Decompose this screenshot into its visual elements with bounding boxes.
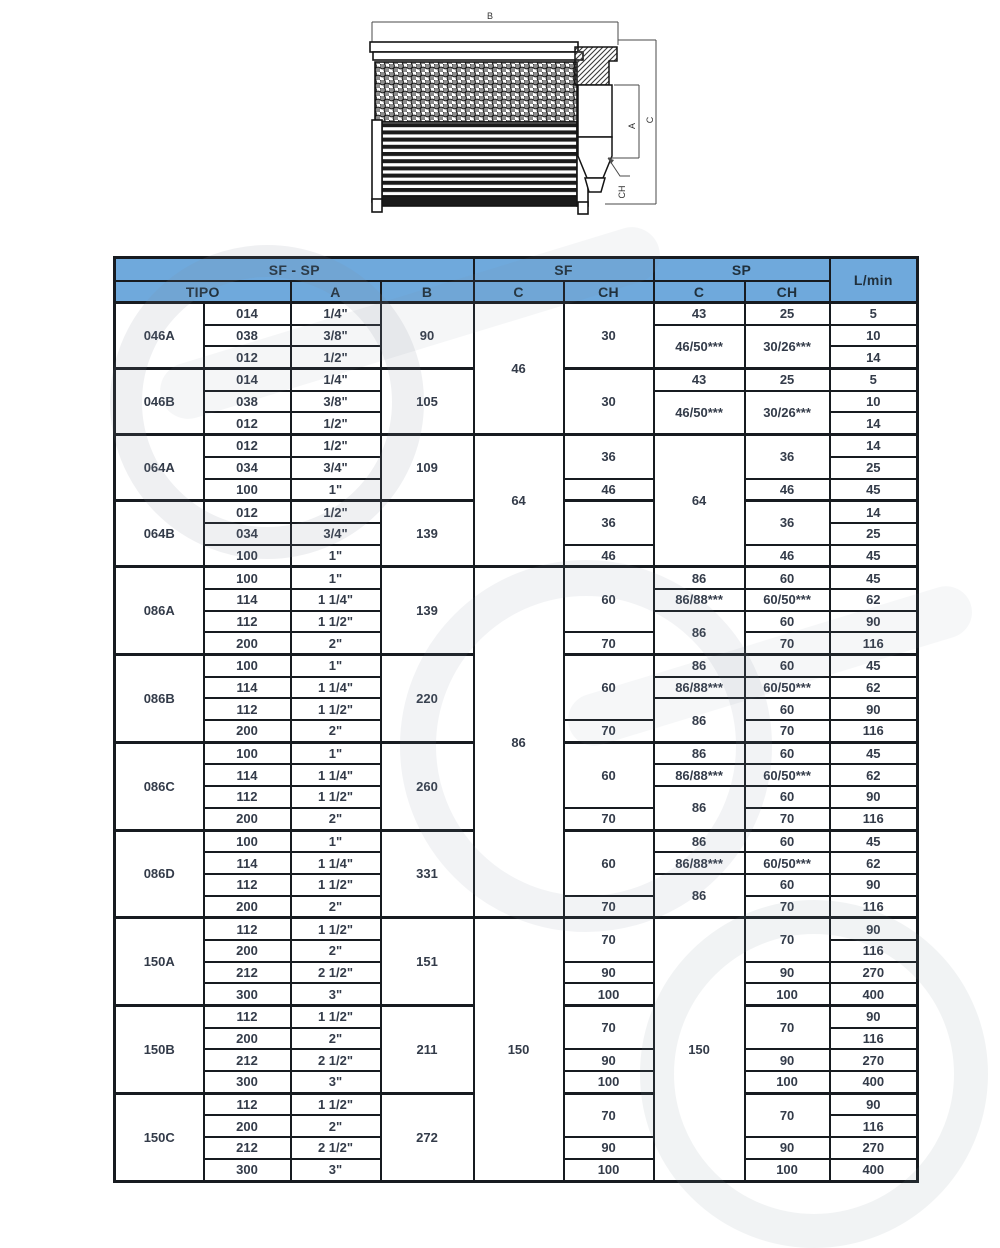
table-cell: 1 1/2" bbox=[291, 918, 381, 940]
table-cell: 100 bbox=[204, 742, 291, 764]
header-cell: SP bbox=[654, 258, 830, 282]
table-cell: 60/50*** bbox=[745, 677, 830, 699]
table-cell: 086C bbox=[115, 742, 204, 830]
table-cell: 86 bbox=[474, 567, 564, 918]
table-cell: 14 bbox=[830, 501, 918, 523]
table-cell: 70 bbox=[745, 808, 830, 830]
table-cell: 62 bbox=[830, 764, 918, 786]
table-cell: 45 bbox=[830, 479, 918, 501]
table-cell: 270 bbox=[830, 1137, 918, 1159]
dim-label-a: A bbox=[627, 122, 637, 130]
table-cell: 212 bbox=[204, 962, 291, 984]
table-cell: 60 bbox=[745, 698, 830, 720]
table-cell: 70 bbox=[564, 808, 654, 830]
table-cell: 086A bbox=[115, 567, 204, 655]
table-cell: 2" bbox=[291, 1115, 381, 1137]
table-cell: 1 1/4" bbox=[291, 764, 381, 786]
table-cell: 60 bbox=[745, 874, 830, 896]
table-cell: 150 bbox=[474, 918, 564, 1181]
table-cell: 1/2" bbox=[291, 346, 381, 368]
table-cell: 1/4" bbox=[291, 303, 381, 325]
table-cell: 400 bbox=[830, 983, 918, 1005]
table-cell: 45 bbox=[830, 567, 918, 589]
table-row bbox=[115, 303, 918, 325]
table-cell: 70 bbox=[564, 720, 654, 742]
header-cell: B bbox=[381, 281, 474, 303]
table-cell: 012 bbox=[204, 412, 291, 434]
table-cell: 100 bbox=[564, 983, 654, 1005]
table-cell: 1/2" bbox=[291, 435, 381, 457]
header-cell: CH bbox=[745, 281, 830, 303]
table-cell: 46/50*** bbox=[654, 325, 745, 369]
table-cell: 90 bbox=[745, 1049, 830, 1071]
table-cell: 400 bbox=[830, 1071, 918, 1093]
table-cell: 90 bbox=[830, 1093, 918, 1115]
table-cell: 116 bbox=[830, 940, 918, 962]
table-cell: 100 bbox=[204, 479, 291, 501]
table-cell: 36 bbox=[745, 501, 830, 545]
table-cell: 1 1/2" bbox=[291, 1093, 381, 1115]
table-cell: 60 bbox=[564, 567, 654, 633]
table-cell: 116 bbox=[830, 632, 918, 654]
table-cell: 90 bbox=[830, 1006, 918, 1028]
table-cell: 1/4" bbox=[291, 369, 381, 391]
table-cell: 70 bbox=[745, 632, 830, 654]
table-cell: 64 bbox=[474, 435, 564, 567]
table-cell: 86 bbox=[654, 611, 745, 655]
table-cell: 14 bbox=[830, 435, 918, 457]
table-cell: 034 bbox=[204, 457, 291, 479]
table-cell: 112 bbox=[204, 918, 291, 940]
table-cell: 90 bbox=[564, 962, 654, 984]
table-cell: 30 bbox=[564, 303, 654, 369]
table-cell: 14 bbox=[830, 412, 918, 434]
table-cell: 2 1/2" bbox=[291, 962, 381, 984]
table-cell: 86/88*** bbox=[654, 852, 745, 874]
table-row bbox=[115, 567, 918, 589]
table-cell: 90 bbox=[830, 918, 918, 940]
table-cell: 100 bbox=[745, 1071, 830, 1093]
table-cell: 100 bbox=[204, 545, 291, 567]
table-cell: 45 bbox=[830, 830, 918, 852]
table-cell: 2 1/2" bbox=[291, 1137, 381, 1159]
table-cell: 112 bbox=[204, 1093, 291, 1115]
filter-mesh bbox=[375, 62, 577, 122]
table-cell: 70 bbox=[745, 720, 830, 742]
table-cell: 60 bbox=[564, 830, 654, 896]
table-cell: 200 bbox=[204, 632, 291, 654]
table-cell: 100 bbox=[745, 1159, 830, 1181]
table-cell: 150C bbox=[115, 1093, 204, 1181]
table-cell: 36 bbox=[564, 435, 654, 479]
table-cell: 86 bbox=[654, 786, 745, 830]
table-cell: 70 bbox=[564, 632, 654, 654]
table-cell: 60 bbox=[564, 655, 654, 721]
table-cell: 2" bbox=[291, 720, 381, 742]
table-cell: 62 bbox=[830, 589, 918, 611]
table-cell: 100 bbox=[204, 567, 291, 589]
table-cell: 90 bbox=[830, 786, 918, 808]
table-cell: 109 bbox=[381, 435, 474, 501]
table-cell: 46 bbox=[474, 303, 564, 435]
table-cell: 60/50*** bbox=[745, 764, 830, 786]
table-cell: 1 1/2" bbox=[291, 611, 381, 633]
header-cell: SF - SP bbox=[115, 258, 474, 282]
table-cell: 200 bbox=[204, 808, 291, 830]
table-cell: 300 bbox=[204, 1071, 291, 1093]
table-cell: 10 bbox=[830, 391, 918, 413]
table-cell: 30 bbox=[564, 369, 654, 435]
table-cell: 116 bbox=[830, 720, 918, 742]
table-cell: 86 bbox=[654, 698, 745, 742]
table-cell: 1 1/2" bbox=[291, 1006, 381, 1028]
table-cell: 086B bbox=[115, 655, 204, 743]
table-cell: 1 1/2" bbox=[291, 874, 381, 896]
table-cell: 300 bbox=[204, 983, 291, 1005]
table-cell: 150B bbox=[115, 1006, 204, 1094]
table-cell: 114 bbox=[204, 852, 291, 874]
table-cell: 90 bbox=[830, 698, 918, 720]
table-cell: 112 bbox=[204, 698, 291, 720]
header-cell: TIPO bbox=[115, 281, 291, 303]
table-cell: 70 bbox=[745, 896, 830, 918]
table-cell: 272 bbox=[381, 1093, 474, 1181]
table-cell: 212 bbox=[204, 1049, 291, 1071]
table-cell: 2" bbox=[291, 808, 381, 830]
table-cell: 112 bbox=[204, 874, 291, 896]
table-cell: 86 bbox=[654, 742, 745, 764]
header-cell: L/min bbox=[830, 258, 918, 303]
table-cell: 25 bbox=[745, 303, 830, 325]
header-cell: CH bbox=[564, 281, 654, 303]
table-cell: 43 bbox=[654, 303, 745, 325]
table-cell: 114 bbox=[204, 677, 291, 699]
table-cell: 012 bbox=[204, 346, 291, 368]
table-cell: 1" bbox=[291, 567, 381, 589]
table-cell: 3/8" bbox=[291, 325, 381, 347]
table-cell: 30/26*** bbox=[745, 391, 830, 435]
table-cell: 038 bbox=[204, 325, 291, 347]
filter-body bbox=[370, 42, 588, 214]
table-cell: 014 bbox=[204, 369, 291, 391]
table-cell: 116 bbox=[830, 896, 918, 918]
table-cell: 2" bbox=[291, 940, 381, 962]
table-cell: 3/4" bbox=[291, 523, 381, 545]
table-cell: 064A bbox=[115, 435, 204, 501]
table-cell: 100 bbox=[564, 1159, 654, 1181]
table-cell: 25 bbox=[745, 369, 830, 391]
table-cell: 300 bbox=[204, 1159, 291, 1181]
table-cell: 2" bbox=[291, 632, 381, 654]
table-cell: 116 bbox=[830, 808, 918, 830]
table-cell: 200 bbox=[204, 1028, 291, 1050]
table-cell: 211 bbox=[381, 1006, 474, 1094]
header-row bbox=[115, 258, 918, 282]
table-cell: 038 bbox=[204, 391, 291, 413]
table-cell: 112 bbox=[204, 611, 291, 633]
table-cell: 012 bbox=[204, 435, 291, 457]
table-cell: 064B bbox=[115, 501, 204, 567]
filter-drawing bbox=[362, 8, 672, 220]
table-cell: 100 bbox=[564, 1071, 654, 1093]
table-cell: 200 bbox=[204, 720, 291, 742]
table-cell: 105 bbox=[381, 369, 474, 435]
table-cell: 90 bbox=[745, 1137, 830, 1159]
header-cell: C bbox=[654, 281, 745, 303]
table-cell: 400 bbox=[830, 1159, 918, 1181]
table-cell: 86/88*** bbox=[654, 764, 745, 786]
table-cell: 62 bbox=[830, 852, 918, 874]
table-cell: 46 bbox=[745, 479, 830, 501]
table-cell: 116 bbox=[830, 1115, 918, 1137]
table-cell: 60 bbox=[745, 567, 830, 589]
table-cell: 70 bbox=[564, 1093, 654, 1137]
table-cell: 1" bbox=[291, 742, 381, 764]
table-cell: 60/50*** bbox=[745, 589, 830, 611]
dimension-ch bbox=[608, 158, 630, 176]
table-cell: 70 bbox=[745, 1006, 830, 1050]
table-cell: 200 bbox=[204, 940, 291, 962]
table-cell: 012 bbox=[204, 501, 291, 523]
table-cell: 114 bbox=[204, 764, 291, 786]
table-cell: 046A bbox=[115, 303, 204, 369]
filter-pleats bbox=[382, 122, 577, 200]
dim-label-ch: CH bbox=[617, 185, 627, 199]
table-cell: 86/88*** bbox=[654, 677, 745, 699]
header-row bbox=[115, 281, 918, 303]
table-cell: 25 bbox=[830, 523, 918, 545]
table-cell: 112 bbox=[204, 786, 291, 808]
table-row bbox=[115, 435, 918, 457]
table-cell: 1 1/4" bbox=[291, 852, 381, 874]
table-cell: 260 bbox=[381, 742, 474, 830]
table-cell: 150A bbox=[115, 918, 204, 1006]
table-cell: 86 bbox=[654, 830, 745, 852]
table-cell: 046B bbox=[115, 369, 204, 435]
table-cell: 60 bbox=[745, 655, 830, 677]
header-cell: SF bbox=[474, 258, 654, 282]
table-cell: 2" bbox=[291, 1028, 381, 1050]
table-cell: 64 bbox=[654, 435, 745, 567]
table-cell: 100 bbox=[204, 830, 291, 852]
spec-table bbox=[113, 256, 919, 1183]
table-cell: 14 bbox=[830, 346, 918, 368]
table-cell: 90 bbox=[564, 1049, 654, 1071]
table-cell: 3/8" bbox=[291, 391, 381, 413]
table-cell: 100 bbox=[745, 983, 830, 1005]
dim-label-b: B bbox=[486, 11, 494, 21]
table-cell: 36 bbox=[564, 501, 654, 545]
table-cell: 30/26*** bbox=[745, 325, 830, 369]
table-cell: 60/50*** bbox=[745, 852, 830, 874]
table-cell: 45 bbox=[830, 545, 918, 567]
table-cell: 46 bbox=[564, 545, 654, 567]
table-cell: 46 bbox=[564, 479, 654, 501]
table-cell: 139 bbox=[381, 501, 474, 567]
table-cell: 1" bbox=[291, 655, 381, 677]
table-cell: 1/2" bbox=[291, 412, 381, 434]
table-cell: 3/4" bbox=[291, 457, 381, 479]
table-cell: 100 bbox=[204, 655, 291, 677]
table-cell: 90 bbox=[745, 962, 830, 984]
table-cell: 1/2" bbox=[291, 501, 381, 523]
table-cell: 3" bbox=[291, 983, 381, 1005]
table-cell: 151 bbox=[381, 918, 474, 1006]
table-cell: 90 bbox=[564, 1137, 654, 1159]
table-cell: 90 bbox=[830, 611, 918, 633]
table-cell: 086D bbox=[115, 830, 204, 918]
table-cell: 46/50*** bbox=[654, 391, 745, 435]
table-cell: 2" bbox=[291, 896, 381, 918]
table-cell: 5 bbox=[830, 303, 918, 325]
table-cell: 212 bbox=[204, 1137, 291, 1159]
table-cell: 60 bbox=[745, 830, 830, 852]
header-cell: A bbox=[291, 281, 381, 303]
table-cell: 2 1/2" bbox=[291, 1049, 381, 1071]
table-cell: 1" bbox=[291, 830, 381, 852]
table-cell: 3" bbox=[291, 1159, 381, 1181]
table-cell: 200 bbox=[204, 1115, 291, 1137]
table-cell: 60 bbox=[745, 786, 830, 808]
table-cell: 112 bbox=[204, 1006, 291, 1028]
table-cell: 3" bbox=[291, 1071, 381, 1093]
table-cell: 220 bbox=[381, 655, 474, 743]
table-cell: 270 bbox=[830, 962, 918, 984]
table-cell: 1" bbox=[291, 545, 381, 567]
table-cell: 46 bbox=[745, 545, 830, 567]
table-cell: 200 bbox=[204, 896, 291, 918]
table-cell: 014 bbox=[204, 303, 291, 325]
table-cell: 331 bbox=[381, 830, 474, 918]
table-cell: 70 bbox=[745, 1093, 830, 1137]
table-cell: 1 1/4" bbox=[291, 677, 381, 699]
table-cell: 150 bbox=[654, 918, 745, 1181]
table-cell: 5 bbox=[830, 369, 918, 391]
dim-label-c: C bbox=[645, 116, 655, 124]
table-cell: 70 bbox=[564, 918, 654, 962]
table-cell: 270 bbox=[830, 1049, 918, 1071]
table-cell: 116 bbox=[830, 1028, 918, 1050]
table-cell: 70 bbox=[745, 918, 830, 962]
table-cell: 70 bbox=[564, 896, 654, 918]
table-cell: 45 bbox=[830, 655, 918, 677]
table-cell: 43 bbox=[654, 369, 745, 391]
table-cell: 114 bbox=[204, 589, 291, 611]
table-cell: 1" bbox=[291, 479, 381, 501]
table-cell: 36 bbox=[745, 435, 830, 479]
table-cell: 62 bbox=[830, 677, 918, 699]
header-cell: C bbox=[474, 281, 564, 303]
table-cell: 90 bbox=[381, 303, 474, 369]
table-cell: 86 bbox=[654, 655, 745, 677]
table-row bbox=[115, 918, 918, 940]
table-cell: 1 1/2" bbox=[291, 698, 381, 720]
table-cell: 70 bbox=[564, 1006, 654, 1050]
table-cell: 1 1/4" bbox=[291, 589, 381, 611]
table-cell: 60 bbox=[745, 742, 830, 764]
table-cell: 86 bbox=[654, 567, 745, 589]
table-cell: 25 bbox=[830, 457, 918, 479]
table-cell: 60 bbox=[745, 611, 830, 633]
table-cell: 60 bbox=[564, 742, 654, 808]
table-cell: 86/88*** bbox=[654, 589, 745, 611]
table-cell: 034 bbox=[204, 523, 291, 545]
table-cell: 86 bbox=[654, 874, 745, 918]
table-cell: 10 bbox=[830, 325, 918, 347]
table-cell: 139 bbox=[381, 567, 474, 655]
table-cell: 45 bbox=[830, 742, 918, 764]
table-cell: 1 1/2" bbox=[291, 786, 381, 808]
table-cell: 90 bbox=[830, 874, 918, 896]
